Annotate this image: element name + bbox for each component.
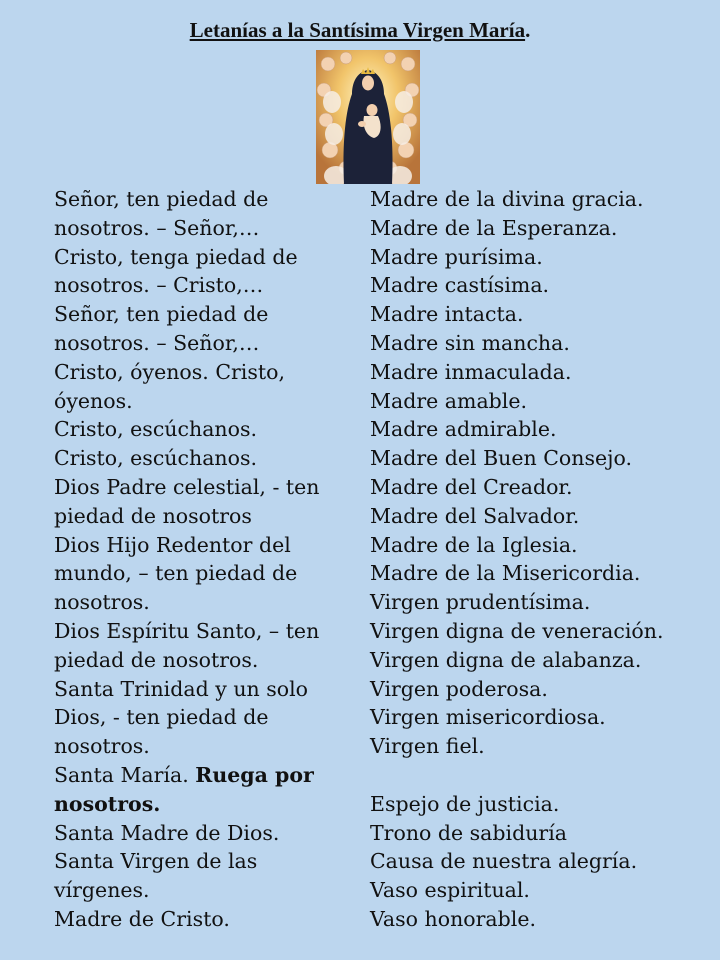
left-column	[54, 185, 319, 934]
litany-line: Virgen poderosa.	[370, 676, 548, 701]
litany-line: óyenos.	[54, 388, 133, 413]
right-column	[370, 185, 663, 934]
litany-line: Madre inmaculada.	[370, 359, 572, 384]
litany-line: Madre del Creador.	[370, 474, 573, 499]
blank-line	[370, 761, 663, 790]
litany-line: Cristo, óyenos. Cristo,	[54, 359, 285, 384]
litany-line: Dios Hijo Redentor del	[54, 532, 291, 557]
litany-line: Dios Padre celestial, - ten	[54, 474, 320, 499]
litany-line: Madre amable.	[370, 388, 527, 413]
litany-line: Madre admirable.	[370, 417, 557, 442]
litany-line: piedad de nosotros.	[54, 647, 259, 672]
litany-line: Madre de Cristo.	[54, 906, 230, 931]
virgin-and-child-with-angels-image	[316, 50, 420, 184]
ruega-por-text: Ruega por	[195, 762, 314, 787]
santa-maria-text: Santa María.	[54, 762, 196, 787]
litany-line: Vaso espiritual.	[370, 878, 530, 903]
virgin-and-child-icon	[316, 50, 420, 184]
litany-line: Virgen prudentísima.	[370, 590, 591, 615]
litany-line: Causa de nuestra alegría.	[370, 849, 638, 874]
litany-line: Madre del Salvador.	[370, 503, 580, 528]
title-text: Letanías a la Santísima Virgen María	[189, 18, 526, 42]
title-period: .	[525, 18, 531, 42]
litany-line: Santa Trinidad y un solo	[54, 676, 308, 701]
litany-line: piedad de nosotros	[54, 503, 252, 528]
litany-line: Madre de la Iglesia.	[370, 532, 578, 557]
litany-line: Virgen misericordiosa.	[370, 705, 606, 730]
litany-line: Dios, - ten piedad de	[54, 705, 269, 730]
litany-line: Señor, ten piedad de	[54, 187, 269, 211]
litany-line: nosotros. – Cristo,…	[54, 273, 264, 298]
litany-line: Vaso honorable.	[370, 906, 536, 931]
litany-line: Espejo de justicia.	[370, 791, 560, 816]
litany-line: Cristo, escúchanos.	[54, 417, 257, 442]
santa-maria-line	[54, 761, 319, 790]
litany-line: Madre de la Esperanza.	[370, 215, 618, 240]
litany-line: Cristo, escúchanos.	[54, 446, 257, 471]
litany-line: Trono de sabiduría	[370, 820, 567, 845]
litany-line: nosotros.	[54, 734, 150, 759]
litany-line: Dios Espíritu Santo, – ten	[54, 618, 320, 643]
litany-line: Madre de la divina gracia.	[370, 187, 644, 211]
litany-line: Madre intacta.	[370, 302, 524, 327]
litany-line: vírgenes.	[54, 878, 150, 903]
litany-line: Madre del Buen Consejo.	[370, 446, 632, 471]
ruega-por-nosotros-line: nosotros.	[54, 791, 161, 816]
litany-line: nosotros.	[54, 590, 150, 615]
litany-line: mundo, – ten piedad de	[54, 561, 298, 586]
litany-line: nosotros. – Señor,…	[54, 330, 260, 355]
litany-line: Madre de la Misericordia.	[370, 561, 641, 586]
litany-line: Cristo, tenga piedad de	[54, 244, 298, 269]
litany-line: Señor, ten piedad de	[54, 302, 269, 327]
litany-line: Madre purísima.	[370, 244, 543, 269]
litany-line: Virgen fiel.	[370, 734, 485, 759]
page-title	[0, 18, 720, 43]
litany-line: Virgen digna de alabanza.	[370, 647, 642, 672]
litany-line: Santa Madre de Dios.	[54, 820, 280, 845]
litany-line: nosotros. – Señor,…	[54, 215, 260, 240]
litany-line: Virgen digna de veneración.	[370, 618, 664, 643]
litany-line: Santa Virgen de las	[54, 849, 258, 874]
litany-line: Madre sin mancha.	[370, 330, 570, 355]
litany-line: Madre castísima.	[370, 273, 550, 298]
